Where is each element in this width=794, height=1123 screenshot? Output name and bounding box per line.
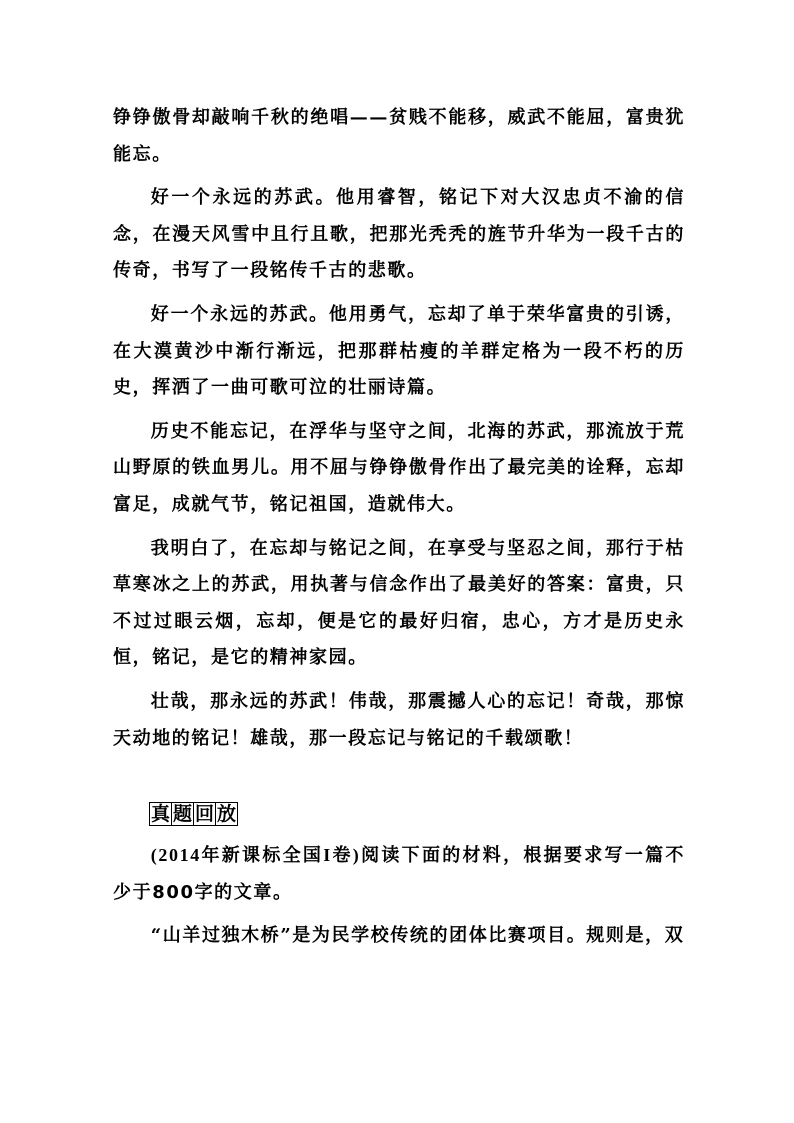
paragraph-conclusion: 壮哉，那永远的苏武！伟哉，那震撼人心的忘记！奇哉，那惊天动地的铭记！雄哉，那一段忘记与铭记的千载颂歌！ xyxy=(113,690,685,749)
paragraph-understanding: 我明白了，在忘却与铭记之间，在享受与坚忍之间，那行于枯草寒冰之上的苏武，用执著与信念作出了最美好的答案：富贵，只不过过眼云烟，忘却，便是它的最好归宿，忠心，方才是历史永恒，铭记，是它的精神家园。 xyxy=(113,537,685,669)
heading-char: 题 xyxy=(173,803,193,826)
paragraph-history: 历史不能忘记，在浮华与坚守之间，北海的苏武，那流放于荒山野原的铁血男儿。用不屈与铮铮傲骨作出了最完美的诠释，忘却富足，成就气节，铭记祖国，造就伟大。 xyxy=(113,420,685,515)
heading-char: 真 xyxy=(151,803,171,826)
section-heading-real-exam-review xyxy=(149,802,238,826)
heading-char: 回 xyxy=(195,803,215,826)
exam-prompt xyxy=(113,837,685,911)
heading-char: 放 xyxy=(217,803,237,826)
paragraph-continuation: 铮铮傲骨却敲响千秋的绝唱——贫贱不能移，威武不能屈，富贵犹能忘。 xyxy=(113,107,685,165)
material-paragraph: “山羊过独木桥”是为民学校传统的团体比赛项目。规则是，双 xyxy=(150,925,685,947)
section-heading-wrap xyxy=(113,797,685,831)
paragraph-wisdom: 好一个永远的苏武。他用睿智，铭记下对大汉忠贞不渝的信念，在漫天风雪中且行且歌，把那光秃秃的旌节升华为一段千古的传奇，书写了一段铭传千古的悲歌。 xyxy=(113,187,685,282)
exam-source-label: (2014年新课标全国I卷) xyxy=(150,845,361,866)
paragraph-courage: 好一个永远的苏武。他用勇气，忘却了单于荣华富贵的引诱，在大漠黄沙中渐行渐远，把那群枯瘦的羊群定格为一段不朽的历史，挥洒了一曲可歌可泣的壮丽诗篇。 xyxy=(113,303,685,399)
exam-instruction: 阅读下面的材料，根据要求写一篇不少于800字的文章。 xyxy=(113,845,685,903)
document-page xyxy=(113,100,685,962)
